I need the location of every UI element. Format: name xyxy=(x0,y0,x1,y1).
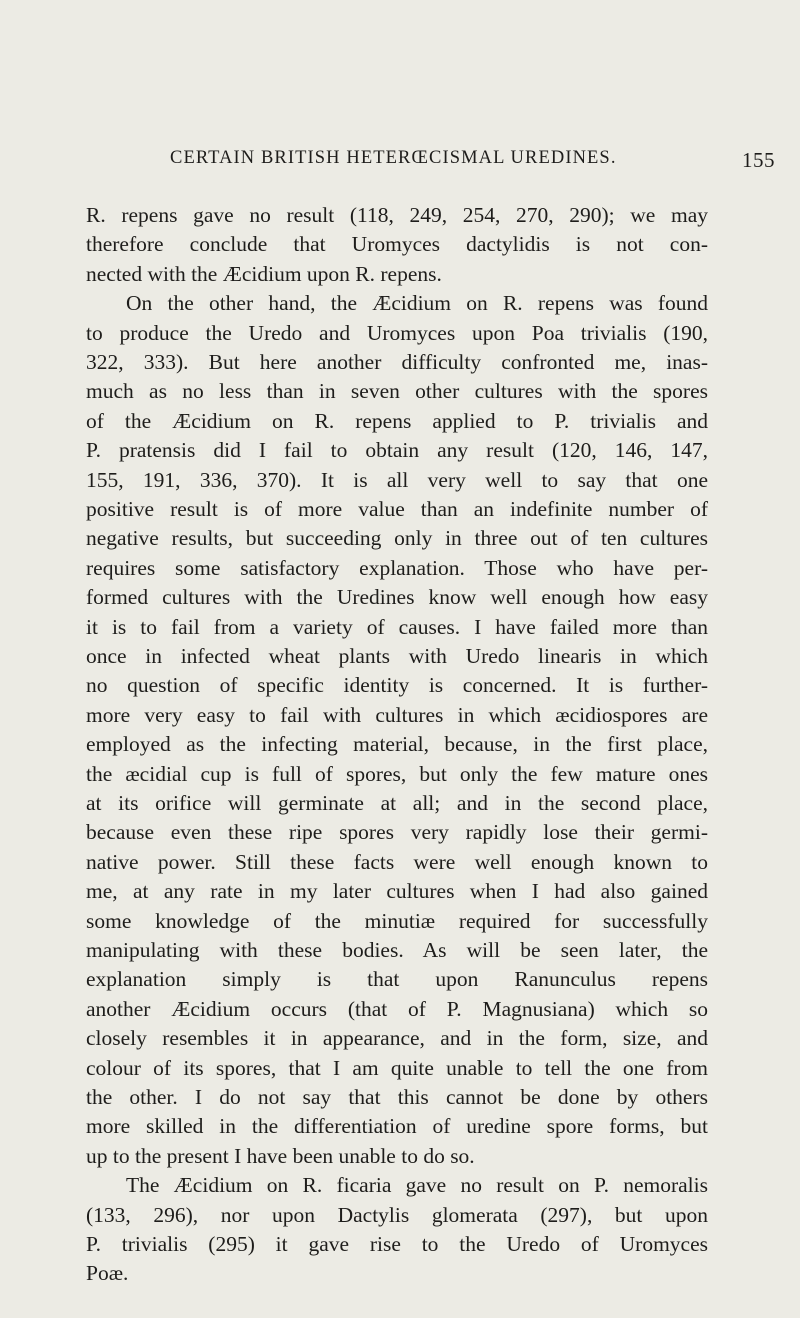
text-line: at its orifice will germinate at all; and in the second place, xyxy=(86,791,708,815)
text-line: the æcidial cup is full of spores, but only the few mature ones xyxy=(86,761,708,786)
text-line: some knowledge of the minutiæ required for successfully xyxy=(86,908,708,933)
text-line: P. trivialis (295) it gave rise to the Uredo of Uromyces xyxy=(86,1232,708,1256)
text-line: more skilled in the differentiation of uredine spore forms, but xyxy=(86,1114,708,1139)
text-line: up to the present I have been unable to do so. xyxy=(86,1143,475,1168)
text-line: employed as the infecting material, because, in the first place, xyxy=(86,732,708,757)
text-line: explanation simply is that upon Ranunculus repens xyxy=(86,967,708,992)
text-line: requires some satisfactory explanation. Those who have per- xyxy=(86,555,708,580)
text-line: no question of specific identity is concerned. It is further- xyxy=(86,673,708,698)
text-line: of the Æcidium on R. repens applied to P. trivialis and xyxy=(86,408,708,433)
running-title: CERTAIN BRITISH HETERŒCISMAL UREDINES. xyxy=(170,148,617,168)
text-line: colour of its spores, that I am quite unable to tell the one from xyxy=(86,1055,708,1080)
text-line: R. repens gave no result (118, 249, 254, 270, 290); we may xyxy=(86,203,708,227)
text-line: On the other hand, the Æcidium on R. repens was found xyxy=(126,291,708,316)
text-line: P. pratensis did I fail to obtain any result (120, 146, 147, xyxy=(86,438,708,463)
text-line: native power. Still these facts were well enough known to xyxy=(86,849,708,874)
text-line: positive result is of more value than an indefinite number of xyxy=(86,497,708,521)
text-line: 322, 333). But here another difficulty confronted me, inas- xyxy=(86,350,708,374)
text-line: much as no less than in seven other cultures with the spores xyxy=(86,379,708,404)
text-line: (133, 296), nor upon Dactylis glomerata (297), but upon xyxy=(86,1202,708,1227)
text-line: nected with the Æcidium upon R. repens. xyxy=(86,261,442,286)
text-line: it is to fail from a variety of causes. I have failed more than xyxy=(86,614,708,639)
text-line: more very easy to fail with cultures in which æcidiospores are xyxy=(86,702,708,727)
text-line: Poæ. xyxy=(86,1261,129,1286)
text-line: me, at any rate in my later cultures when I had also gained xyxy=(86,879,708,904)
text-line: closely resembles it in appearance, and in the form, size, and xyxy=(86,1026,708,1051)
text-line: because even these ripe spores very rapidly lose their germi- xyxy=(86,820,708,845)
text-line: therefore conclude that Uromyces dactylidis is not con- xyxy=(86,232,708,257)
text-line: another Æcidium occurs (that of P. Magnusiana) which so xyxy=(86,996,708,1021)
text-line: to produce the Uredo and Uromyces upon Poa trivialis (190, xyxy=(86,320,708,345)
text-line: the other. I do not say that this cannot be done by others xyxy=(86,1085,708,1109)
page-header xyxy=(170,148,775,172)
text-line: negative results, but succeeding only in three out of ten cultures xyxy=(86,526,708,551)
text-line: The Æcidium on R. ficaria gave no result on P. nemoralis xyxy=(126,1173,708,1198)
text-line: 155, 191, 336, 370). It is all very well to say that one xyxy=(86,467,708,492)
page-number: 155 xyxy=(742,148,775,172)
text-line: once in infected wheat plants with Uredo linearis in which xyxy=(86,644,708,668)
text-line: manipulating with these bodies. As will be seen later, the xyxy=(86,938,708,962)
text-line: formed cultures with the Uredines know well enough how easy xyxy=(86,585,708,610)
